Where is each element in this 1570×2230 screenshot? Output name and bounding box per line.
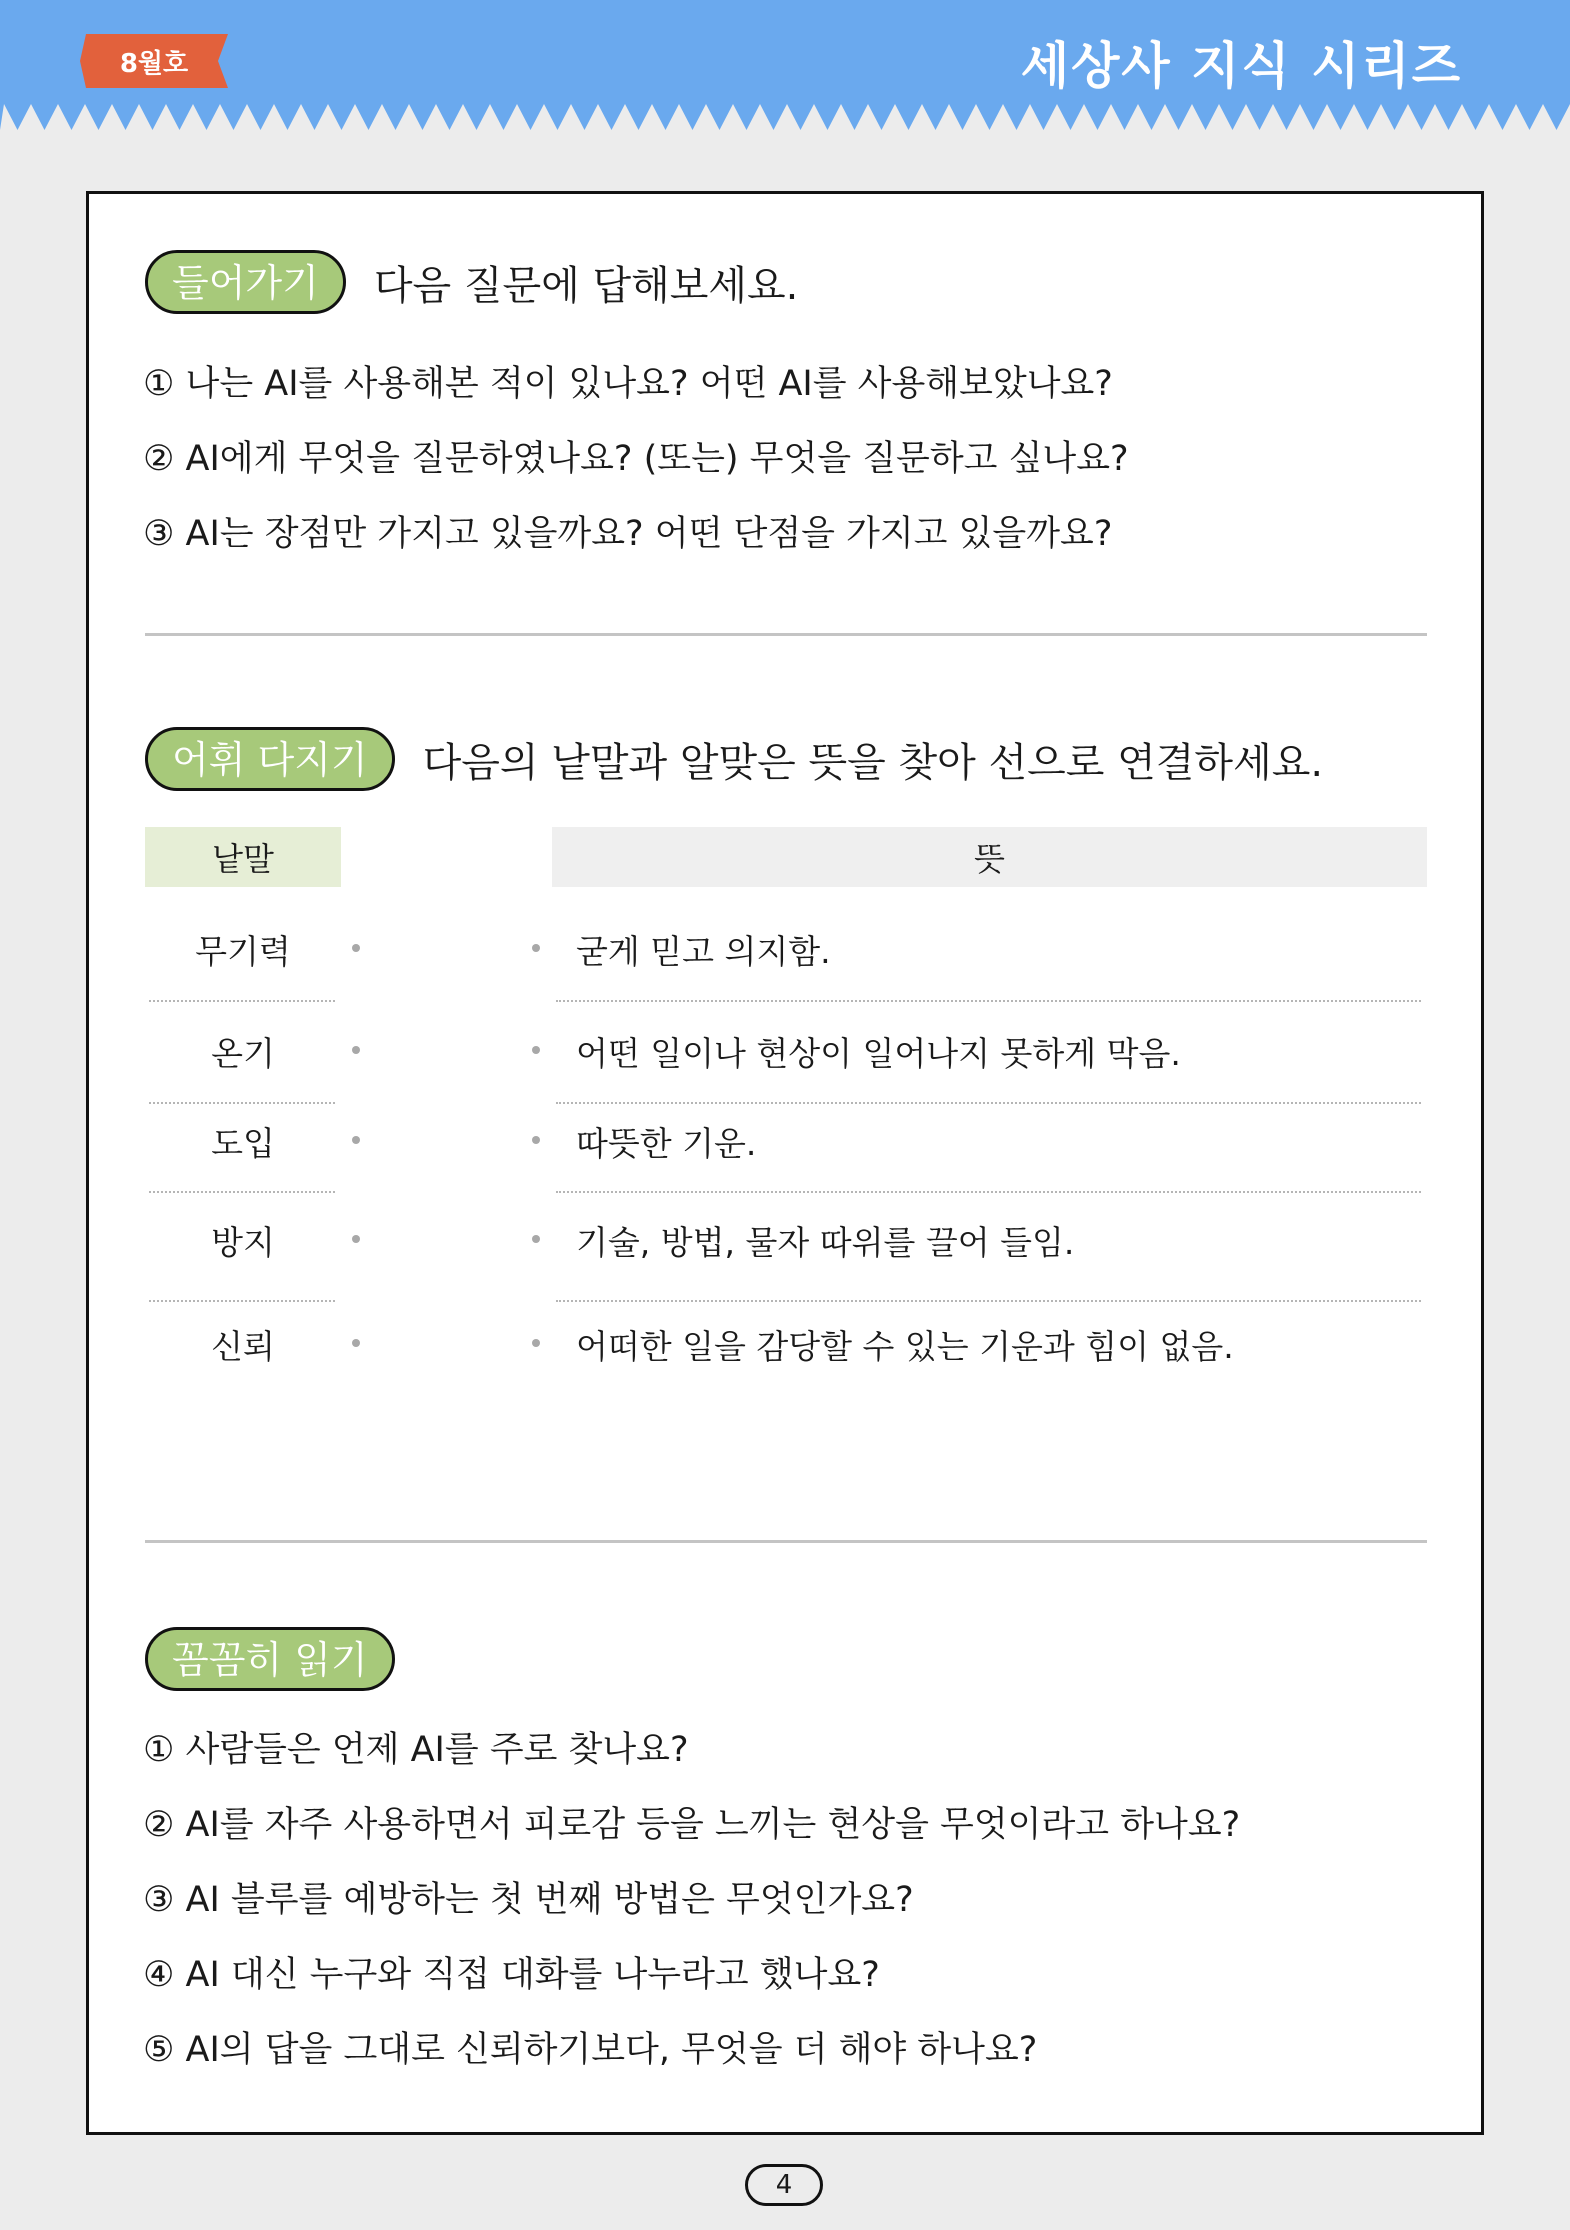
- section-vocab-pill: 어휘 다지기: [145, 727, 395, 791]
- vocab-word: 도입: [211, 1124, 275, 1163]
- row-separator: [556, 1191, 1421, 1193]
- reading-question: ③ AI 블루를 예방하는 첫 번째 방법은 무엇인가요?: [143, 1880, 914, 1920]
- meaning-connect-dot[interactable]: [532, 1136, 540, 1144]
- meaning-column-header: [552, 827, 1427, 887]
- section-reading-header: [145, 1627, 395, 1691]
- row-separator: [149, 1000, 335, 1002]
- meaning-column-label: 뜻: [974, 840, 1005, 878]
- intro-question-list: [143, 356, 1129, 581]
- row-separator: [556, 1300, 1421, 1302]
- word-column-header: [145, 827, 341, 887]
- word-connect-dot[interactable]: [352, 1235, 360, 1243]
- intro-question: ② AI에게 무엇을 질문하였나요? (또는) 무엇을 질문하고 싶나요?: [143, 439, 1129, 479]
- vocab-meaning: 굳게 믿고 의지함.: [576, 932, 831, 971]
- word-connect-dot[interactable]: [352, 944, 360, 952]
- row-separator: [149, 1300, 335, 1302]
- row-separator: [556, 1000, 1421, 1002]
- intro-question: ③ AI는 장점만 가지고 있을까요? 어떤 단점을 가지고 있을까요?: [143, 514, 1113, 554]
- row-separator: [556, 1102, 1421, 1104]
- section-vocab-instruction: 다음의 낱말과 알맞은 뜻을 찾아 선으로 연결하세요.: [422, 739, 1324, 786]
- row-separator: [149, 1102, 335, 1104]
- vocab-meaning: 따뜻한 기운.: [576, 1124, 757, 1163]
- page-number: [745, 2164, 823, 2206]
- vocab-meaning: 어떠한 일을 감당할 수 있는 기운과 힘이 없음.: [576, 1327, 1234, 1366]
- meaning-connect-dot[interactable]: [532, 1046, 540, 1054]
- word-connect-dot[interactable]: [352, 1046, 360, 1054]
- meaning-connect-dot[interactable]: [532, 1235, 540, 1243]
- reading-question: ② AI를 자주 사용하면서 피로감 등을 느끼는 현상을 무엇이라고 하나요?: [143, 1805, 1241, 1845]
- section-intro-pill: 들어가기: [145, 250, 346, 314]
- reading-question-list: [143, 1722, 1240, 2097]
- reading-question: ① 사람들은 언제 AI를 주로 찾나요?: [143, 1730, 689, 1770]
- issue-label: 8월호: [119, 48, 189, 79]
- vocab-word: 방지: [211, 1223, 275, 1262]
- section-divider: [145, 633, 1427, 636]
- reading-question: ④ AI 대신 누구와 직접 대화를 나누라고 했나요?: [143, 1955, 880, 1995]
- meaning-connect-dot[interactable]: [532, 944, 540, 952]
- section-divider: [145, 1540, 1427, 1543]
- issue-tag: [80, 34, 228, 88]
- vocab-meaning: 어떤 일이나 현상이 일어나지 못하게 막음.: [576, 1034, 1181, 1073]
- row-separator: [149, 1191, 335, 1193]
- vocab-word: 신뢰: [211, 1327, 275, 1366]
- section-reading-pill: 꼼꼼히 읽기: [145, 1627, 395, 1691]
- intro-question: ① 나는 AI를 사용해본 적이 있나요? 어떤 AI를 사용해보았나요?: [143, 364, 1113, 404]
- vocab-meaning: 기술, 방법, 물자 따위를 끌어 들임.: [576, 1223, 1075, 1262]
- vocab-word: 온기: [211, 1034, 275, 1073]
- section-vocab-header: [145, 727, 1323, 791]
- section-intro-header: [145, 250, 798, 314]
- page-number-label: 4: [775, 2170, 793, 2200]
- vocab-word: 무기력: [195, 932, 291, 971]
- meaning-connect-dot[interactable]: [532, 1339, 540, 1347]
- series-title: 세상사 지식 시리즈: [1020, 37, 1462, 95]
- word-column-label: 낱말: [212, 840, 274, 878]
- reading-question: ⑤ AI의 답을 그대로 신뢰하기보다, 무엇을 더 해야 하나요?: [143, 2030, 1038, 2070]
- word-connect-dot[interactable]: [352, 1136, 360, 1144]
- header-bar: [0, 0, 1570, 132]
- worksheet-card: [86, 191, 1484, 2135]
- word-connect-dot[interactable]: [352, 1339, 360, 1347]
- section-intro-instruction: 다음 질문에 답해보세요.: [373, 262, 799, 309]
